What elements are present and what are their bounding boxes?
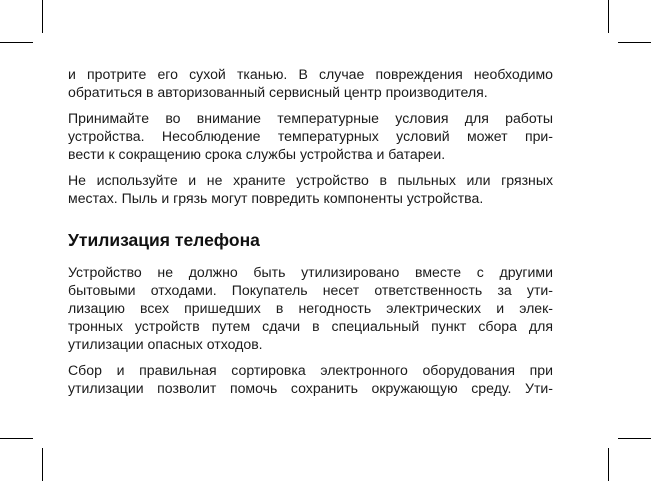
text-line: Сбор и правильная сортировка электронного оборудования при — [68, 362, 553, 378]
text-line: обратиться в авторизованный сервисный центр производителя. — [68, 84, 488, 100]
paragraph-damage-service — [68, 65, 553, 101]
crop-mark-bottom-right-horizontal — [618, 438, 651, 439]
text-line: тронных устройств путем сдачи в специальный пункт сбора для — [68, 318, 553, 334]
paragraph-disposal — [68, 263, 553, 353]
paragraph-temperature — [68, 109, 553, 163]
crop-mark-top-left-horizontal — [0, 42, 33, 43]
document-body — [68, 65, 553, 405]
text-line: Принимайте во внимание температурные условия для работы — [68, 110, 553, 126]
crop-mark-bottom-left-vertical — [42, 448, 43, 481]
text-line: местах. Пыль и грязь могут повредить компоненты устройства. — [68, 190, 484, 206]
text-line: лизацию всех пришедших в негодность электрических и элек- — [68, 300, 553, 316]
text-line: утилизации опасных отходов. — [68, 336, 263, 352]
section-heading: Утилизация телефона — [68, 230, 260, 250]
text-line: утилизации позволит помочь сохранить окружающую среду. Ути- — [68, 380, 553, 396]
text-line: и протрите его сухой тканью. В случае повреждения необходимо — [68, 66, 553, 82]
text-line: Не используйте и не храните устройство в пыльных или грязных — [68, 172, 553, 188]
crop-mark-top-left-vertical — [42, 0, 43, 33]
paragraph-dust — [68, 171, 553, 207]
crop-mark-bottom-left-horizontal — [0, 438, 33, 439]
paragraph-recycling — [68, 361, 553, 397]
text-line: устройства. Несоблюдение температурных условий может при- — [68, 128, 553, 144]
text-line: бытовыми отходами. Покупатель несет ответственность за ути- — [68, 282, 553, 298]
text-line: Устройство не должно быть утилизировано вместе с другими — [68, 264, 553, 280]
crop-mark-top-right-vertical — [608, 0, 609, 33]
crop-mark-bottom-right-vertical — [608, 448, 609, 481]
crop-mark-top-right-horizontal — [618, 42, 651, 43]
text-line: вести к сокращению срока службы устройства и батареи. — [68, 146, 446, 162]
